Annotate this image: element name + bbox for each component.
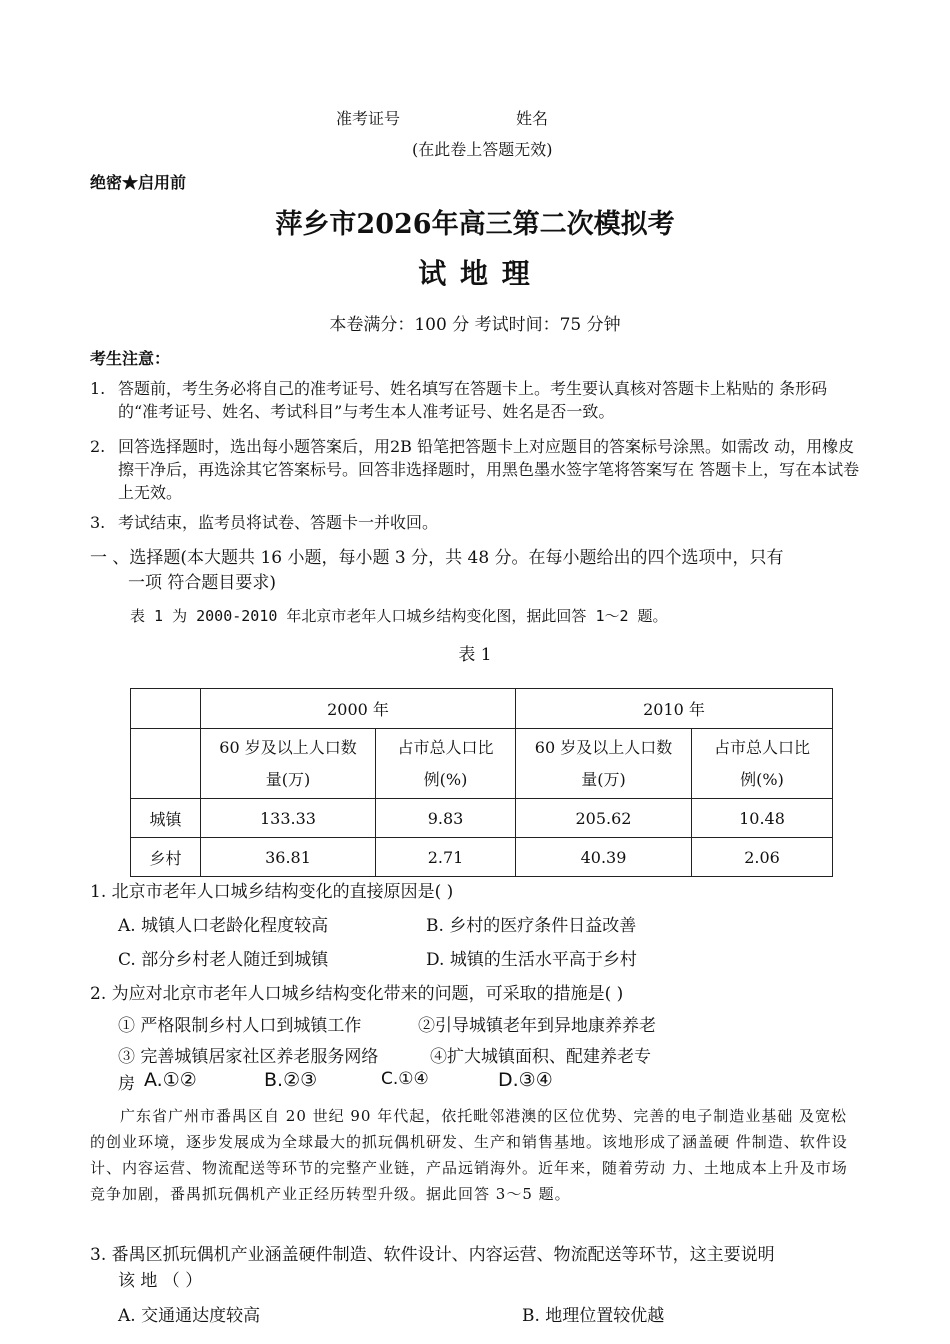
notice-num: 2. — [90, 437, 106, 456]
table-corner-cell — [131, 689, 201, 729]
table-empty-cell — [131, 729, 201, 799]
secret-label: 绝密★启用前 — [90, 173, 187, 192]
question-1-option-a: A. 城镇人口老龄化程度较高 — [118, 916, 329, 936]
year-header: 2000 年 — [201, 689, 516, 729]
question-3-option-b: B. 地理位置较优越 — [522, 1306, 665, 1326]
table-column-header-row — [131, 729, 833, 799]
population-table — [130, 688, 833, 877]
notice-item-3 — [90, 511, 865, 534]
section-heading-line2: 一项 符合题目要求) — [128, 573, 277, 593]
question-2-item-3: ③ 完善城镇居家社区养老服务网络 — [118, 1047, 379, 1067]
exam-meta: 本卷满分：100 分 考试时间：75 分钟 — [329, 315, 621, 335]
question-2-option-c: C.①④ — [381, 1069, 429, 1089]
question-3-stem-line1: 3. 番禺区抓玩偶机产业涵盖硬件制造、软件设计、内容运营、物流配送等环节，这主要说明 — [90, 1245, 775, 1265]
question-1-option-b: B. 乡村的医疗条件日益改善 — [426, 916, 637, 936]
question-3-stem-line2: 该 地 （ ） — [118, 1271, 203, 1291]
question-2-option-d: D.③④ — [498, 1069, 553, 1091]
table-cell: 36.81 — [201, 838, 376, 877]
column-header: 占市总人口比 例(%) — [692, 729, 833, 799]
subject-title: 试 地 理 — [418, 257, 532, 290]
name-label: 姓名 — [516, 109, 549, 128]
notice-num: 1. — [90, 379, 106, 398]
exam-id-label: 准考证号 — [336, 109, 401, 128]
question-3-option-a: A. 交通通达度较高 — [118, 1306, 261, 1326]
exam-title: 萍乡市2026年高三第二次模拟考 — [275, 209, 675, 240]
section-heading-line1: 一 、选择题(本大题共 16 小题，每小题 3 分，共 48 分。在每小题给出的四个选项中，只有 — [90, 548, 784, 568]
table-cell: 9.83 — [376, 799, 516, 838]
question-2-item-4: ④扩大城镇面积、配建养老专 — [430, 1047, 651, 1067]
table-cell: 133.33 — [201, 799, 376, 838]
notice-text: 考试结束，监考员将试卷、答题卡一并收回。 — [118, 513, 439, 532]
question-2-option-b: B.②③ — [264, 1069, 318, 1091]
question-2-item-1: ① 严格限制乡村人口到城镇工作 — [118, 1016, 362, 1036]
question-2-stem: 2. 为应对北京市老年人口城乡结构变化带来的问题，可采取的措施是( ) — [90, 984, 624, 1004]
table-cell: 10.48 — [692, 799, 833, 838]
notice-num: 3. — [90, 513, 106, 532]
notice-text: 回答选择题时，选出每小题答案后，用2B 铅笔把答题卡上对应题目的答案标号涂黑。如需改 动，用橡皮擦干净后，再选涂其它答案标号。回答非选择题时，用黑色墨水签字笔将答案写在 答题卡上，写在本试卷上无效。 — [118, 437, 860, 502]
question-1-option-d: D. 城镇的生活水平高于乡村 — [426, 950, 637, 970]
notice-heading: 考生注意： — [90, 349, 171, 368]
notice-item-1 — [90, 377, 865, 423]
table-row — [131, 799, 833, 838]
column-header: 60 岁及以上人口数 量(万) — [201, 729, 376, 799]
year-header: 2010 年 — [516, 689, 833, 729]
notice-text: 答题前，考生务必将自己的准考证号、姓名填写在答题卡上。考生要认真核对答题卡上粘贴的 条形码的“准考证号、姓名、考试科目”与考生本人准考证号、姓名是否一致。 — [118, 379, 828, 421]
question-2-tail: 房 — [118, 1074, 135, 1094]
column-header: 60 岁及以上人口数 量(万) — [516, 729, 692, 799]
table-cell: 2.06 — [692, 838, 833, 877]
table-cell: 205.62 — [516, 799, 692, 838]
reading-passage: 广东省广州市番禺区自 20 世纪 90 年代起，依托毗邻港澳的区位优势、完善的电子制造业基础 及宽松的创业环境，逐步发展成为全球最大的抓玩偶机研发、生产和销售基地。该地形成了涵盖硬 件制造、软件设计、内容运营、物流配送等环节的完整产业链，产品远销海外。近年来，随着劳动 力、土地成本上升及市场竞争加剧，番禺抓玩偶机产业正经历转型升级。据此回答 3～5 题。 — [90, 1107, 848, 1203]
table-cell: 2.71 — [376, 838, 516, 877]
table-caption: 表 1 — [458, 645, 492, 665]
table-cell: 40.39 — [516, 838, 692, 877]
table-year-row — [131, 689, 833, 729]
table-intro: 表 1 为 2000-2010 年北京市老年人口城乡结构变化图，据此回答 1～2 题。 — [130, 607, 668, 625]
row-label: 城镇 — [131, 799, 201, 838]
invalid-note: (在此卷上答题无效) — [412, 140, 553, 159]
row-label: 乡村 — [131, 838, 201, 877]
question-1-stem: 1. 北京市老年人口城乡结构变化的直接原因是( ) — [90, 882, 454, 902]
question-2-option-a: A.①② — [144, 1069, 197, 1091]
table-row — [131, 838, 833, 877]
question-2-item-2: ②引导城镇老年到异地康养养老 — [418, 1016, 656, 1036]
column-header: 占市总人口比 例(%) — [376, 729, 516, 799]
notice-item-2 — [90, 435, 865, 504]
question-1-option-c: C. 部分乡村老人随迁到城镇 — [118, 950, 329, 970]
